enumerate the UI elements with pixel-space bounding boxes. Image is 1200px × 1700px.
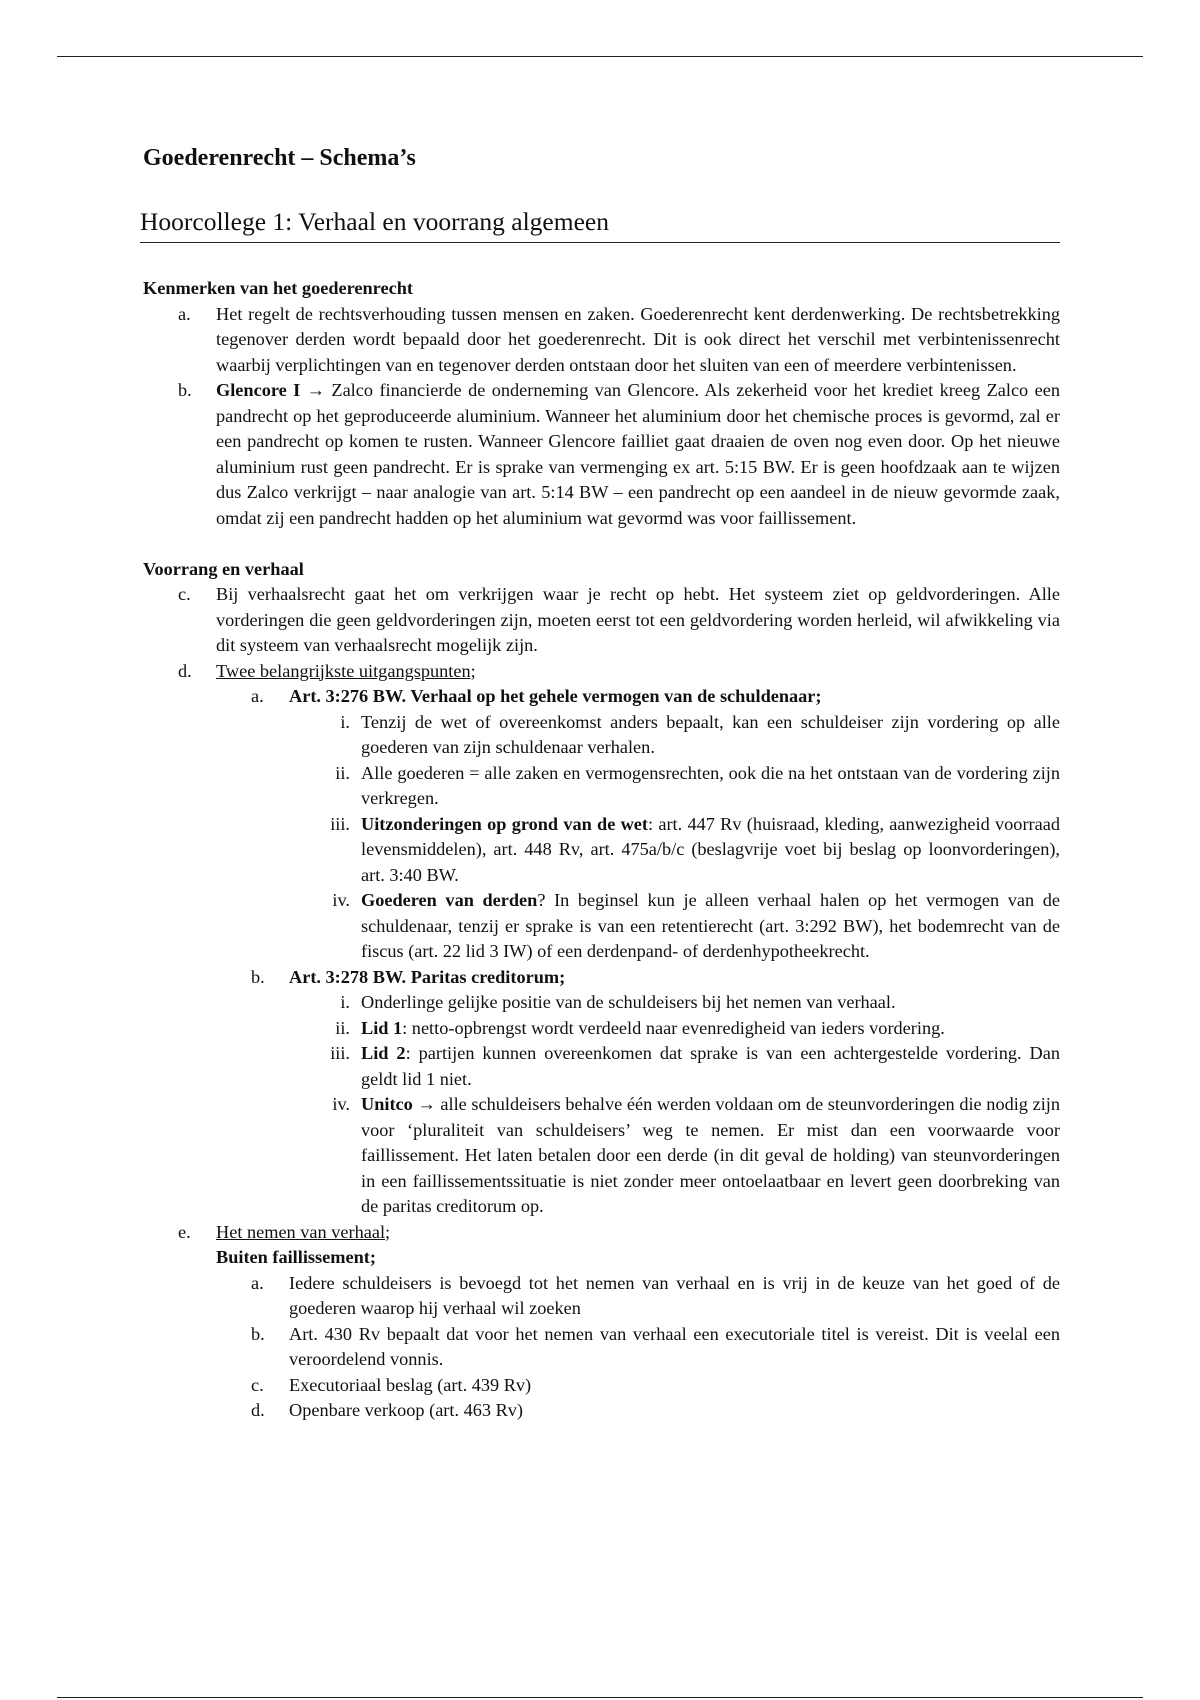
list-item-d-a-ii — [143, 761, 1060, 812]
list-marker: iv. — [332, 1094, 350, 1114]
list-marker: b. — [251, 1323, 265, 1344]
list-item-text: Zalco financierde de onderneming van Glencore. Als zekerheid voor het krediet kreeg Zalco een pandrecht op het geproduceerde aluminium. Wanneer het aluminium door het chemische proces is gevormd, zal er een pandrecht op komen te rusten. Wanneer Glencore failliet gaat draaien de oven nog even door. Op het nieuwe aluminium rust geen pandrecht. Er is sprake van vermenging ex art. 5:15 BW. Er is geen hoofdzaak aan te wijzen dus Zalco verkrijgt – naar analogie van art. 5:14 BW – een pandrecht op een aandeel in de nieuw gevormde zaak, omdat zij een pandrecht hadden op het aluminium wat gevormd was voor faillissement. — [216, 380, 1060, 528]
arrow-icon: → — [306, 380, 325, 400]
list-item-d — [143, 659, 1060, 685]
list-marker: e. — [178, 1221, 191, 1242]
list-item-bold: Lid 1 — [361, 1017, 403, 1038]
list-marker: a. — [251, 686, 264, 706]
list-item-e-a — [143, 1271, 1060, 1322]
list-item-c — [143, 582, 1060, 659]
list-item-e-b — [143, 1322, 1060, 1373]
list-marker: i. — [340, 711, 350, 732]
list-marker: d. — [251, 1400, 265, 1420]
section-heading-voorrang: Voorrang en verhaal — [143, 558, 304, 579]
list-marker: ii. — [335, 1017, 350, 1038]
list-item-text: : partijen kunnen overeenkomen dat sprake is van een achtergestelde vordering. Dan geldt lid 1 niet. — [361, 1043, 1060, 1089]
list-item-text: Openbare verkoop (art. 463 Rv) — [289, 1400, 524, 1420]
list-item-d-b — [143, 965, 1060, 991]
list-item-text: Onderlinge gelijke positie van de schuldeisers bij het nemen van verhaal. — [361, 992, 896, 1012]
list-marker: b. — [251, 966, 265, 987]
list-item-text: Alle goederen = alle zaken en vermogensrechten, ook die na het ontstaan van de vordering zijn verkregen. — [361, 762, 1060, 808]
list-item-text: Twee belangrijkste uitgangspunten; — [216, 660, 476, 681]
list-item-d-b-i — [143, 990, 1060, 1016]
list-item-e-d — [143, 1398, 1060, 1424]
list-marker: c. — [251, 1374, 264, 1395]
list-item-d-b-iii — [143, 1041, 1060, 1092]
list-marker: a. — [251, 1272, 264, 1293]
list-marker: d. — [178, 660, 192, 681]
list-item-text: ? In beginsel kun je alleen verhaal halen op het vermogen van de schuldenaar, tenzij er sprake is van een retentierecht (art. 3:292 BW), het bodemrecht van de fiscus (art. 22 lid 3 IW) of een derdenpand- of derdenhypotheekrecht. — [361, 890, 1060, 961]
list-marker: iii. — [330, 813, 350, 834]
list-marker: c. — [178, 584, 191, 604]
arrow-icon: → — [417, 1094, 436, 1114]
subheading-buiten-faillissement: Buiten faillissement; — [216, 1247, 376, 1267]
list-marker: iv. — [332, 890, 350, 910]
list-item-text: : art. 447 Rv (huisraad, kleding, aanwezigheid voorraad levensmiddelen), art. 448 Rv, art. 475a/b/c (beslagvrije voet bij beslag op loonvorderingen), art. 3:40 BW. — [361, 813, 1060, 885]
list-item-d-a-iv — [143, 888, 1060, 965]
list-item-d-b-iv — [143, 1092, 1060, 1220]
list-item-e — [143, 1220, 1060, 1246]
list-item-text: Art. 3:278 BW. Paritas creditorum; — [289, 966, 566, 987]
list-item-d-a-i — [143, 710, 1060, 761]
list-item-e-c — [143, 1373, 1060, 1399]
list-item-b — [143, 378, 1060, 531]
document-title: Goederenrecht – Schema’s — [143, 145, 416, 171]
list-item-text: Het regelt de rechtsverhouding tussen mensen en zaken. Goederenrecht kent derdenwerking. De rechtsbetrekking tegenover derden wordt bepaald door het goederenrecht. Dit is ook direct het verschil met verbintenissenrecht waarbij verplichtingen van en tegenover derden ontstaan door het sluiten van een of meerdere verbintenissen. — [216, 303, 1060, 375]
list-item-bold: Uitzonderingen op grond van de wet — [361, 813, 649, 834]
list-item-bold: Lid 2 — [361, 1043, 406, 1063]
list-item-text: Executoriaal beslag (art. 439 Rv) — [289, 1374, 532, 1395]
section-heading-kenmerken: Kenmerken van het goederenrecht — [143, 278, 413, 298]
list-item-d-a-iii — [143, 812, 1060, 889]
list-item-text: alle schuldeisers behalve één werden voldaan om de steunvorderingen die nodig zijn voor ‘pluraliteit van schuldeisers’ weg te nemen. Er mist dan een voorwaarde voor faillissement. Het laten betalen door een derde (in dit geval de holding) van steunvorderingen in een faillissementssituatie is niet zonder meer ontoelaatbaar en levert geen doorbreking van de paritas creditorum op. — [361, 1094, 1060, 1216]
footer-rule — [57, 1697, 1143, 1698]
list-item-text: Het nemen van verhaal; — [216, 1221, 391, 1242]
list-item-text: : netto-opbrengst wordt verdeeld naar evenredigheid van ieders vordering. — [402, 1017, 945, 1038]
list-item-text: Art. 430 Rv bepaalt dat voor het nemen van verhaal een executoriale titel is vereist. Dit is veelal een veroordelend vonnis. — [289, 1323, 1060, 1369]
list-item-text: Bij verhaalsrecht gaat het om verkrijgen waar je recht op hebt. Het systeem ziet op geldvorderingen. Alle vorderingen die geen geldvorderingen zijn, moeten eerst tot een geldvordering worden herleid, wil afwikkeling via dit systeem van verhaalsrecht mogelijk zijn. — [216, 584, 1060, 655]
list-item-d-b-ii — [143, 1016, 1060, 1042]
lecture-title: Hoorcollege 1: Verhaal en voorrang algemeen — [140, 207, 1060, 243]
case-name: Unitco — [361, 1094, 413, 1114]
list-item-text: Art. 3:276 BW. Verhaal op het gehele vermogen van de schuldenaar; — [289, 686, 822, 706]
header-rule — [57, 56, 1143, 57]
list-item-a — [143, 302, 1060, 379]
list-marker: a. — [178, 303, 191, 324]
list-marker: ii. — [335, 762, 350, 783]
document-body — [143, 276, 1060, 1424]
list-marker: iii. — [330, 1043, 350, 1063]
list-marker: b. — [178, 380, 192, 400]
list-item-bold: Goederen van derden — [361, 890, 538, 910]
list-item-text: Iedere schuldeisers is bevoegd tot het nemen van verhaal en is vrij in de keuze van het goed of de goederen waarop hij verhaal wil zoeken — [289, 1272, 1060, 1318]
list-item-d-a — [143, 684, 1060, 710]
list-marker: i. — [340, 992, 350, 1012]
list-item-text: Tenzij de wet of overeenkomst anders bepaalt, kan een schuldeiser zijn vordering op alle goederen van zijn schuldenaar verhalen. — [361, 711, 1060, 757]
case-name: Glencore I — [216, 380, 301, 400]
